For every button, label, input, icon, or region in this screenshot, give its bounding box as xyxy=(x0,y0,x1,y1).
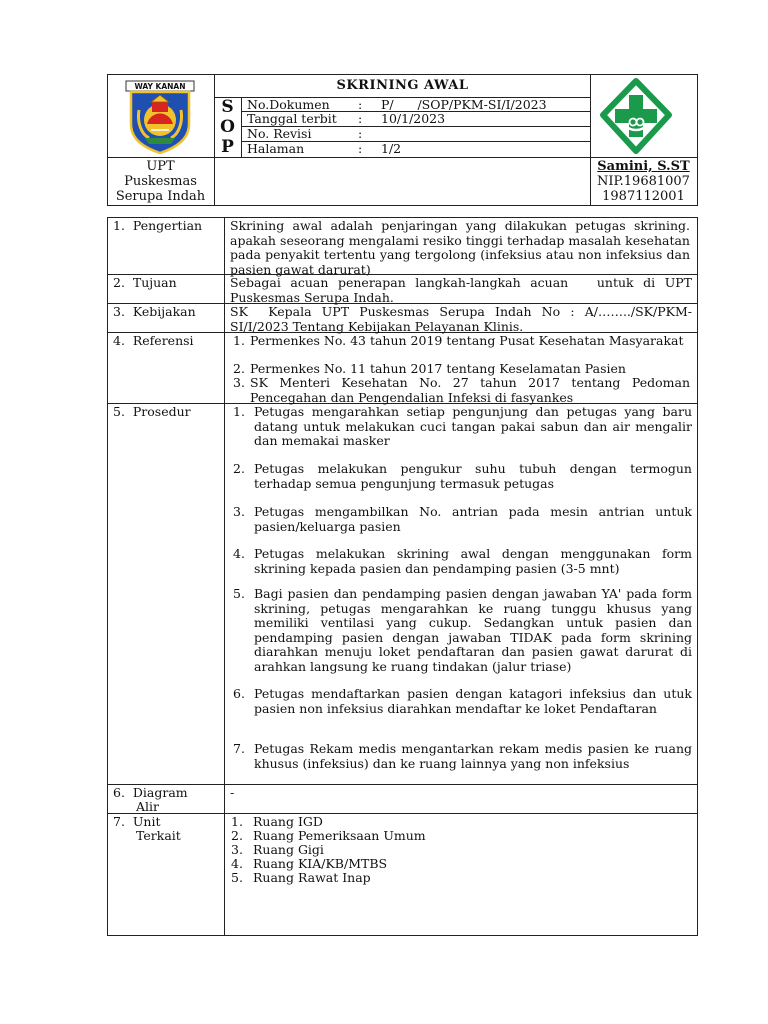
unit-item-4: Ruang KIA/KB/MTBS xyxy=(253,856,388,871)
issue-date-sep: : xyxy=(358,111,363,126)
prosedur-num-7: 7. xyxy=(233,741,245,756)
sop-letter-p: P xyxy=(221,137,234,157)
unit-item-5: Ruang Rawat Inap xyxy=(253,870,371,885)
signer-name: Samini, S.ST xyxy=(597,159,690,174)
referensi-item-3: SK Menteri Kesehatan No. 27 tahun 2017 tentang Pedoman Pencegahan dan Pengendalian Infeksi di fasyankes xyxy=(250,375,690,405)
section-label-pengertian: 1. Pengertian xyxy=(113,218,203,233)
section-label-tujuan: 2. Tujuan xyxy=(113,275,177,290)
issue-date-label: Tanggal terbit xyxy=(247,111,337,126)
referensi-item-2: Permenkes No. 11 tahun 2017 tentang Keselamatan Pasien xyxy=(250,361,626,376)
unit-num-5: 5. xyxy=(231,870,243,885)
sop-letter-o: O xyxy=(220,117,235,137)
sop-letter-s: S xyxy=(221,97,234,117)
prosedur-step-5: Bagi pasien dan pendamping pasien dengan jawaban YA' pada form skrining, petugas mengarahkan ke ruang tunggu khusus yang memiliki ventilasi yang cukup. Sedangkan untuk pasien dan pendamping pasien dengan jawaban TIDAK pada form skrining diarahkan menuju loket pendaftaran dan pasien gawat darurat di arahkan langsung ke ruang tindakan (jalur triase) xyxy=(254,586,692,674)
unit-num-2: 2. xyxy=(231,828,243,843)
org-name-line-1: UPT xyxy=(146,159,175,174)
puskesmas-health-logo xyxy=(600,78,672,154)
prosedur-num-6: 6. xyxy=(233,686,245,701)
section-label-unit-2: Terkait xyxy=(136,828,181,843)
page-label: Halaman xyxy=(247,141,305,156)
unit-num-3: 3. xyxy=(231,842,243,857)
prosedur-step-4: Petugas melakukan skrining awal dengan menggunakan form skrining kepada pasien dan pendamping pasien (3-5 mnt) xyxy=(254,546,692,576)
pengertian-text: Skrining awal adalah penjaringan yang dilakukan petugas skrining. apakah seseorang mengalami resiko tinggi terhadap masalah kesehatan pada penyakit tertentu yang tergolong (infeksius atau non infeksius dan pasien gawat darurat) xyxy=(230,218,690,277)
prosedur-step-6: Petugas mendaftarkan pasien dengan katagori infeksius dan utuk pasien non infeksius diarahkan mendaftar ke loket Pendaftaran xyxy=(254,686,692,716)
referensi-num-1: 1. xyxy=(233,333,245,348)
signer-nip-line-2: 1987112001 xyxy=(602,189,685,204)
unit-num-1: 1. xyxy=(231,814,243,829)
page-value: 1/2 xyxy=(381,141,402,156)
referensi-item-1: Permenkes No. 43 tahun 2019 tentang Pusat Kesehatan Masyarakat xyxy=(250,333,684,348)
prosedur-num-5: 5. xyxy=(233,586,245,601)
signer-nip-line-1: NIP.19681007 xyxy=(597,174,690,189)
unit-item-2: Ruang Pemeriksaan Umum xyxy=(253,828,426,843)
org-name-line-2: Puskesmas xyxy=(124,174,197,189)
kebijakan-text: SK Kepala UPT Puskesmas Serupa Indah No : A/……../SK/PKM-SI/I/2023 Tentang Kebijakan Pelayanan Klinis. xyxy=(230,304,692,334)
unit-item-3: Ruang Gigi xyxy=(253,842,324,857)
page-sep: : xyxy=(358,141,363,156)
section-label-prosedur: 5. Prosedur xyxy=(113,404,191,419)
prosedur-num-3: 3. xyxy=(233,504,245,519)
doc-number-value: P/ /SOP/PKM-SI/I/2023 xyxy=(381,97,547,112)
prosedur-step-1: Petugas mengarahkan setiap pengunjung dan petugas yang baru datang untuk melakukan cuci tangan pakai sabun dan air mengalir dan memakai masker xyxy=(254,404,692,448)
unit-num-4: 4. xyxy=(231,856,243,871)
issue-date-value: 10/1/2023 xyxy=(381,111,446,126)
diagram-value: - xyxy=(230,785,235,800)
doc-number-sep: : xyxy=(358,97,363,112)
revision-label: No. Revisi xyxy=(247,126,312,141)
prosedur-num-4: 4. xyxy=(233,546,245,561)
prosedur-step-3: Petugas mengambilkan No. antrian pada mesin antrian untuk pasien/keluarga pasien xyxy=(254,504,692,534)
section-label-kebijakan: 3. Kebijakan xyxy=(113,304,196,319)
referensi-num-2: 2. xyxy=(233,361,245,376)
unit-item-1: Ruang IGD xyxy=(253,814,323,829)
prosedur-step-2: Petugas melakukan pengukur suhu tubuh dengan termogun terhadap semua pengunjung termasuk petugas xyxy=(254,461,692,491)
prosedur-num-1: 1. xyxy=(233,404,245,419)
section-label-referensi: 4. Referensi xyxy=(113,333,194,348)
prosedur-step-7: Petugas Rekam medis mengantarkan rekam medis pasien ke ruang khusus (infeksius) dan ke ruang lainnya yang non infeksius xyxy=(254,741,692,771)
tujuan-text: Sebagai acuan penerapan langkah-langkah acuan untuk di UPT Puskesmas Serupa Indah. xyxy=(230,275,696,305)
document-title: SKRINING AWAL xyxy=(336,78,469,93)
way-kanan-crest-logo xyxy=(125,80,195,154)
referensi-num-3: 3. xyxy=(233,375,245,390)
doc-number-label: No.Dokumen xyxy=(247,97,330,112)
section-label-unit: 7. Unit xyxy=(113,814,161,829)
section-label-diagram: 6. Diagram xyxy=(113,785,188,800)
revision-sep: : xyxy=(358,126,363,141)
org-name-line-3: Serupa Indah xyxy=(115,189,206,204)
prosedur-num-2: 2. xyxy=(233,461,245,476)
section-label-diagram-2: Alir xyxy=(136,799,159,814)
crest-banner-text: WAY KANAN xyxy=(134,82,186,91)
